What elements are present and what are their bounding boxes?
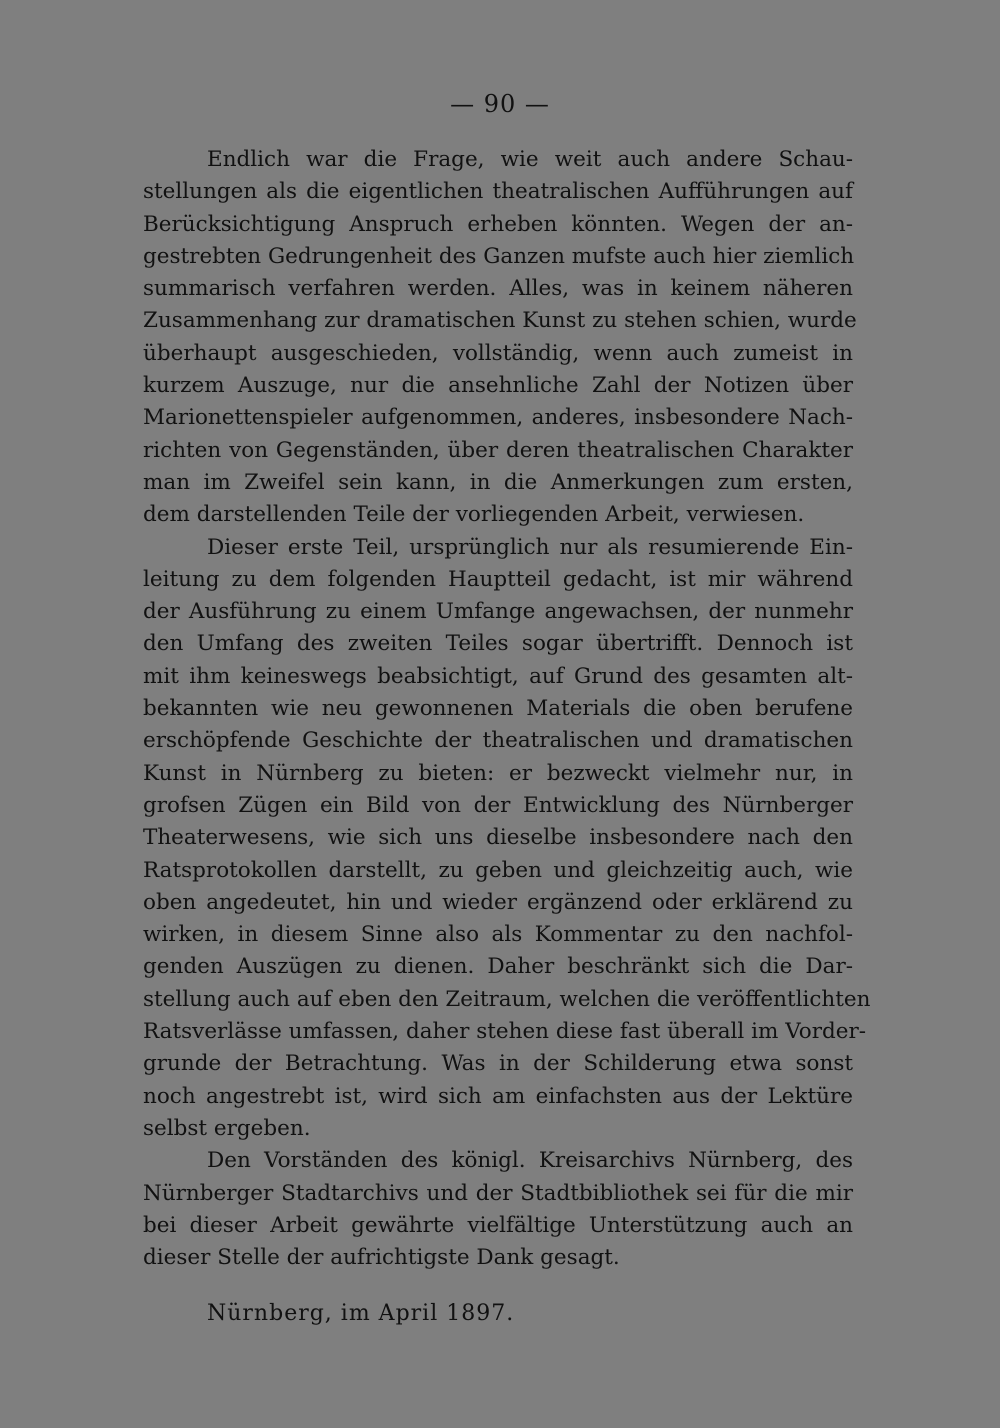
paragraph-3 [143,1145,853,1274]
text-line: Kunst in Nürnberg zu bieten: er bezweckt vielmehr nur, in [143,760,853,786]
text-line: genden Auszügen zu dienen. Daher beschränkt sich die Dar- [143,954,853,980]
page-number: — 90 — [450,90,550,118]
paragraph-2 [143,532,871,1146]
text-line: Theaterwesens, wie sich uns dieselbe insbesondere nach den [143,825,853,851]
text-line: kurzem Auszuge, nur die ansehnliche Zahl der Notizen über [143,373,853,399]
text-line: grofsen Zügen ein Bild von der Entwicklung des Nürnberger [143,792,853,818]
text-line: stellungen als die eigentlichen theatralischen Aufführungen auf [143,179,853,205]
text-line: leitung zu dem folgenden Hauptteil gedacht, ist mir während [143,566,853,592]
text-line: grunde der Betrachtung. Was in der Schilderung etwa sonst [143,1051,853,1077]
paragraph-1 [143,144,857,532]
text-line: mit ihm keineswegs beabsichtigt, auf Grund des gesamten alt- [143,663,853,689]
text-line: gestrebten Gedrungenheit des Ganzen mufste auch hier ziemlich [143,243,855,269]
text-line: Marionettenspieler aufgenommen, anderes, insbesondere Nach- [143,405,853,431]
text-line: man im Zweifel sein kann, in die Anmerkungen zum ersten, [143,469,853,495]
text-line: bei dieser Arbeit gewährte vielfältige Unterstützung auch an [143,1212,853,1238]
text-line: stellung auch auf eben den Zeitraum, welchen die veröffentlichten [143,986,871,1012]
text-line: Zusammenhang zur dramatischen Kunst zu stehen schien, wurde [143,308,857,334]
text-line: dieser Stelle der aufrichtigste Dank gesagt. [143,1245,620,1271]
text-line: erschöpfende Geschichte der theatralischen und dramatischen [143,728,853,754]
text-line: Endlich war die Frage, wie weit auch andere Schau- [207,147,853,172]
text-line: Den Vorständen des königl. Kreisarchivs Nürnberg, des [207,1148,853,1174]
text-line: summarisch verfahren werden. Alles, was in keinem näheren [143,276,853,302]
text-line: Ratsprotokollen darstellt, zu geben und gleichzeitig auch, wie [143,857,853,883]
text-line: selbst ergeben. [143,1115,311,1141]
text-line: der Ausführung zu einem Umfange angewachsen, der nunmehr [143,599,853,625]
text-line: Berücksichtigung Anspruch erheben könnten. Wegen der an- [143,211,853,237]
text-line: Ratsverlässe umfassen, daher stehen diese fast überall im Vorder- [143,1019,867,1045]
text-line: oben angedeutet, hin und wieder ergänzend oder erklärend zu [143,889,853,915]
text-line: überhaupt ausgeschieden, vollständig, wenn auch zumeist in [143,340,853,366]
place-date-signature: Nürnberg, im April 1897. [207,1301,515,1326]
text-line: wirken, in diesem Sinne also als Kommentar zu den nachfol- [143,922,853,948]
text-line: bekannten wie neu gewonnenen Materials die oben berufene [143,696,853,722]
text-line: den Umfang des zweiten Teiles sogar übertrifft. Dennoch ist [143,631,853,657]
text-line: richten von Gegenständen, über deren theatralischen Charakter [143,437,853,463]
body-text [143,144,871,1274]
text-line: Dieser erste Teil, ursprünglich nur als resumierende Ein- [207,534,853,560]
text-line: Nürnberger Stadtarchivs und der Stadtbibliothek sei für die mir [143,1180,853,1206]
text-line: dem darstellenden Teile der vorliegenden Arbeit, verwiesen. [143,502,805,528]
text-line: noch angestrebt ist, wird sich am einfachsten aus der Lektüre [143,1083,853,1109]
